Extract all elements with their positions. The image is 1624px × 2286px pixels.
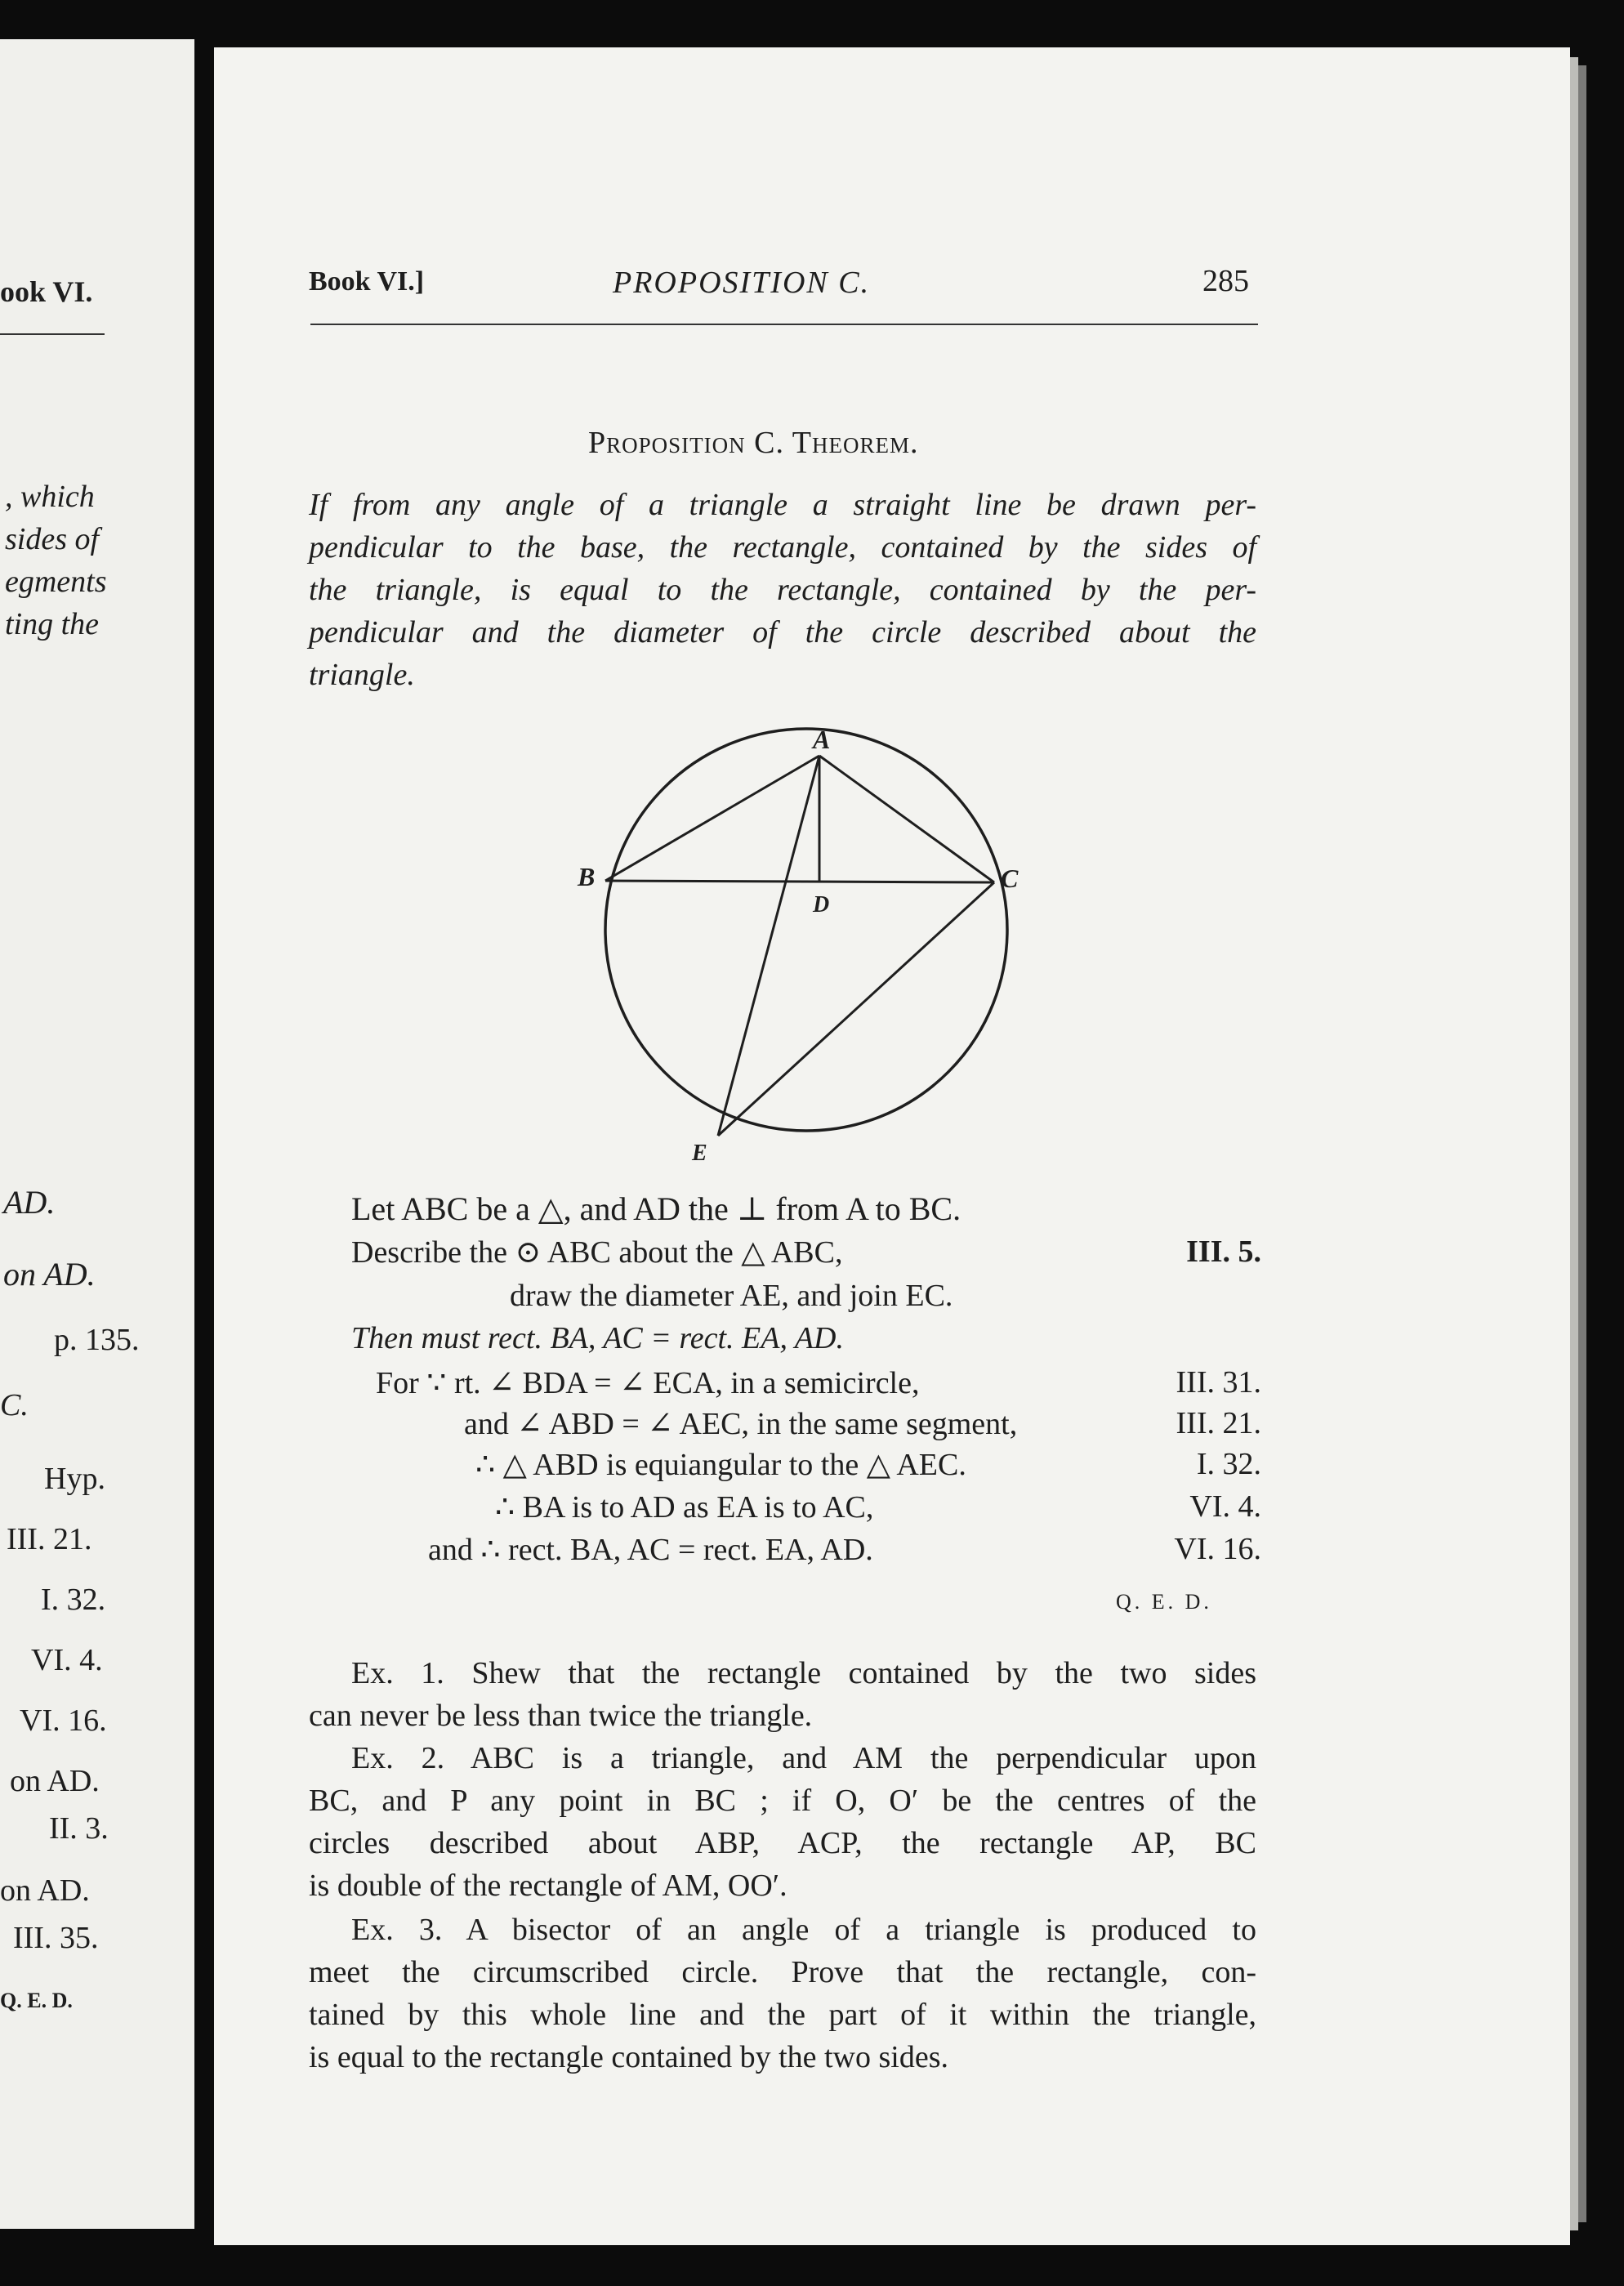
left-line: on AD. xyxy=(3,1256,96,1293)
left-header: ook VI. xyxy=(0,275,93,308)
header-rule xyxy=(310,324,1258,325)
exercise-2-line: is double of the rectangle of AM, OO′. xyxy=(309,1869,787,1903)
left-qed: Q. E. D. xyxy=(0,1989,73,2012)
proof-reference: III. 31. xyxy=(1176,1365,1261,1400)
proof-line: Let ABC be a △, and AD the ⊥ from A to BC. xyxy=(351,1190,961,1227)
left-line: on AD. xyxy=(0,1873,90,1908)
segment-ec xyxy=(718,882,994,1136)
exercise-3-line: Ex. 3. A bisector of an angle of a triangle is produced to xyxy=(351,1913,1256,1947)
exercise-3-line: is equal to the rectangle contained by the two sides. xyxy=(309,2040,948,2074)
proof-line: ∴ BA is to AD as EA is to AC, xyxy=(495,1490,874,1525)
running-header-book: Book VI.] xyxy=(309,266,425,297)
exercise-1-line: Ex. 1. Shew that the rectangle contained by the two sides xyxy=(351,1656,1256,1690)
left-line: III. 35. xyxy=(13,1921,99,1955)
left-line: , which xyxy=(5,480,95,514)
proof-reference: VI. 4. xyxy=(1189,1489,1261,1524)
geometry-figure xyxy=(569,685,1043,1175)
proof-line: ∴ △ ABD is equiangular to the △ AEC. xyxy=(475,1448,966,1482)
left-line: ting the xyxy=(5,607,100,641)
label-a: A xyxy=(813,725,831,754)
proof-line: Describe the ⊙ ABC about the △ ABC, xyxy=(351,1235,843,1270)
left-line: II. 3. xyxy=(49,1811,109,1846)
proof-conclusion: Then must rect. BA, AC = rect. EA, AD. xyxy=(351,1321,844,1355)
proof-line: For ∵ rt. ∠ BDA = ∠ ECA, in a semicircle, xyxy=(376,1366,920,1400)
left-page-fragment xyxy=(0,39,194,2229)
left-line: III. 21. xyxy=(7,1522,92,1556)
proof-line: and ∴ rect. BA, AC = rect. EA, AD. xyxy=(428,1533,873,1567)
book-page xyxy=(214,47,1570,2245)
proof-line: and ∠ ABD = ∠ AEC, in the same segment, xyxy=(464,1407,1018,1441)
left-line: on AD. xyxy=(10,1764,100,1798)
proof-reference: I. 32. xyxy=(1196,1447,1261,1481)
enunciation-line: pendicular to the base, the rectangle, contained by the sides of xyxy=(309,530,1256,565)
proof-line: draw the diameter AE, and join EC. xyxy=(510,1279,953,1313)
proof-reference: III. 5. xyxy=(1186,1235,1261,1269)
exercise-3-line: meet the circumscribed circle. Prove that the rectangle, con- xyxy=(309,1955,1256,1989)
circumscribed-circle xyxy=(605,729,1007,1131)
left-line: Hyp. xyxy=(44,1462,105,1496)
left-header-rule xyxy=(0,333,105,335)
diameter-ae xyxy=(718,756,819,1136)
left-line: sides of xyxy=(5,522,100,556)
left-line: I. 32. xyxy=(41,1583,106,1617)
label-e: E xyxy=(692,1141,707,1166)
proof-reference: III. 21. xyxy=(1176,1406,1261,1440)
left-line: C. xyxy=(0,1388,29,1422)
enunciation-line: triangle. xyxy=(309,658,415,692)
segment-bc xyxy=(605,881,994,882)
left-line: AD. xyxy=(3,1184,56,1221)
exercise-2-line: BC, and P any point in BC ; if O, O′ be the centres of the xyxy=(309,1784,1256,1818)
enunciation-line: pendicular and the diameter of the circle described about the xyxy=(309,615,1256,650)
label-d: D xyxy=(813,892,830,918)
exercise-2-line: Ex. 2. ABC is a triangle, and AM the perpendicular upon xyxy=(351,1741,1256,1775)
page-number: 285 xyxy=(1202,264,1249,298)
enunciation-line: the triangle, is equal to the rectangle, contained by the per- xyxy=(309,573,1256,607)
left-line: p. 135. xyxy=(54,1323,140,1357)
left-line: egments xyxy=(5,565,107,599)
exercise-3-line: tained by this whole line and the part of it within the triangle, xyxy=(309,1998,1256,2032)
proof-reference: VI. 16. xyxy=(1174,1532,1261,1566)
qed: Q. E. D. xyxy=(1116,1590,1212,1614)
left-line: VI. 16. xyxy=(20,1703,107,1738)
page-edge-shadow xyxy=(1578,65,1586,2222)
running-header-title: PROPOSITION C. xyxy=(613,266,871,300)
left-line: VI. 4. xyxy=(31,1643,103,1677)
enunciation-line: If from any angle of a triangle a straight line be drawn per- xyxy=(309,488,1256,522)
label-c: C xyxy=(1001,864,1019,893)
segment-ac xyxy=(819,756,994,882)
exercise-1-line: can never be less than twice the triangle. xyxy=(309,1699,813,1733)
proposition-title: Proposition C. Theorem. xyxy=(588,426,919,460)
label-b: B xyxy=(578,862,596,891)
exercise-2-line: circles described about ABP, ACP, the rectangle AP, BC xyxy=(309,1826,1256,1860)
